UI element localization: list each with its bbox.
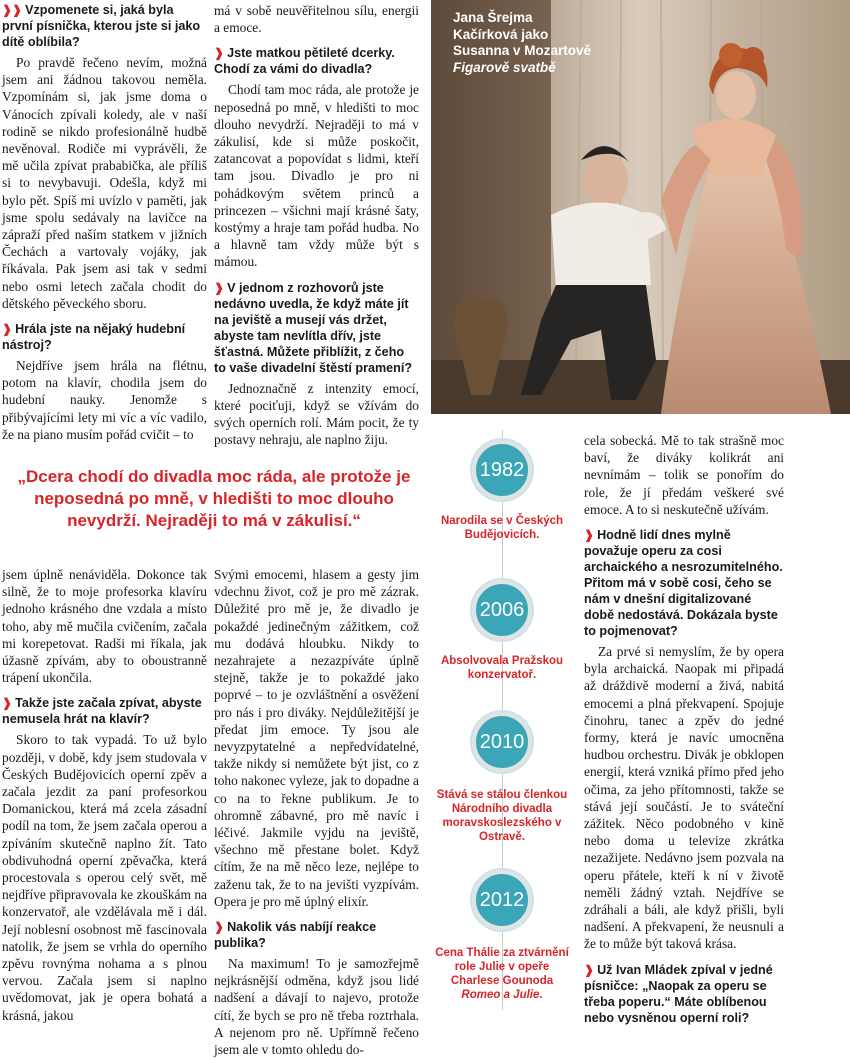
question-marker-icon: ❱: [2, 322, 13, 337]
interview-question: ❱ Už Ivan Mládek zpíval v jedné písničce: „Naopak za operu se třeba poperu.“ Máte oblíbenou nebo vysněnou operní roli?: [584, 962, 773, 1025]
question-marker-icon: ❱❱: [2, 3, 23, 17]
answer-paragraph: Jednoznačně z intenzity emocí, které pociťuji, když se vžívám do svých operních rolí. Mám pocit, že ty postavy nehraju, ale naplno žiju.: [214, 380, 419, 448]
interview-question: ❱ Hrála jste na nějaký hudební nástroj?: [2, 322, 186, 353]
question-marker-icon: ❱: [584, 962, 595, 977]
photo-caption: Jana Šrejma Kačírková jako Susanna v Mozartově Figarově svatbě: [453, 10, 592, 75]
answer-paragraph: cela sobecká. Mě to tak strašně moc baví, že diváky kolikrát ani nevnímám – tolik se ponořím do role, že jí předám veškeré své emoce. A to si neskutečně užívám.: [584, 433, 784, 517]
timeline-event: Stává se stálou členkou Národního divadla moravskoslezského v Ostravě.: [436, 789, 568, 843]
answer-paragraph: Nejdříve jsem hrála na flétnu, potom na klavír, chodila jsem do hudební nauky. Jenomže s přibývajícími lety mi víc a víc vadilo, že na piano musím pořád cvičit – to: [2, 358, 207, 442]
question-marker-icon: ❱: [2, 696, 13, 711]
answer-paragraph: má v sobě neuvěřitelnou sílu, energii a emoce.: [214, 3, 419, 36]
interview-question: ❱ Nakolik vás nabíjí reakce publika?: [214, 920, 377, 951]
question-marker-icon: ❱: [214, 920, 225, 935]
timeline-event: Absolvovala Pražskou konzervatoř.: [440, 655, 564, 681]
timeline-event: Cena Thálie za ztvárnění role Julie v opeře Charlese Gounoda Romeo a Julie.: [435, 947, 569, 1001]
answer-paragraph: Svými emocemi, hlasem a gesty jim vdechnu život, což je pro mě zázrak. Důležité pro mě je, že divadlo je pokaždé jedinečným zážitkem, což mu dodává hloubku. Nikdy to nezahrajete a nezazpíváte úplně stejně, takže je to pokaždé jako poprvé – to je ozvláštnění a osvěžení pro nás i pro diváky. Nejdůležitější je předat jim emoce. Ty jsou ale nevyzpytatelné a nepředvídatelné, takže nikdy si nemůžete být jist, co z toho nakonec vyleze, jak to dopadne a co na to řekne publikum. Je to ohromně zábavné, pro mě navíc i léčivé. Jakmile vyjdu na jeviště, všechno mě přestane bolet. Když cítím, že na mě něco leze, nejlépe to zaženu tak, že to na jevišti vyzpívám. Opera je pro mě úplný elixír.: [214, 567, 419, 909]
question-marker-icon: ❱: [214, 280, 225, 295]
timeline-year-badge: 1982: [472, 440, 532, 500]
timeline-event: Narodila se v Českých Budějovicích.: [440, 515, 564, 541]
pull-quote: „Dcera chodí do divadla moc ráda, ale protože je neposedná po mně, v hledišti to moc dlouho nevydrží. Nejraději to má v zákulisí.“: [17, 467, 411, 530]
answer-paragraph: Skoro to tak vypadá. To už bylo později, v době, kdy jsem studovala v Českých Budějovicích operní zpěv a začala jezdit za paní profesorkou Domanickou, která má zcela zásadní podíl na tom, že jsem začala operou a zpíváním skutečně naplno žít. Tato obdivuhodná operní zpěvačka, která procestovala s operou celý svět, mě nejdříve připravovala ke zkouškám na konzervatoř, ale vzdělávala mě i dál. Její noblesní osobnost mě fascinovala natolik, že jsem se vrhla do operního zpěvu rovnýma nohama a s plnou vervou. Začala jsem si naplno uvědomovat, jak je opera bohatá a krásná, jakou: [2, 732, 207, 1023]
interview-question: ❱ Takže jste začala zpívat, abyste nemusela hrát na klavír?: [2, 696, 202, 727]
timeline-year-badge: 2012: [472, 870, 532, 930]
answer-paragraph: Po pravdě řečeno nevím, možná jsem ani žádnou takovou neměla. Vzpomínám si, jak jsme doma o Vánocích zpívali koledy, ale v naší rodině se nikdo profesionálně hudbě nevěnoval. Rodiče mi vyprávěli, že mě učila zpívat prababička, ale příliš si to nevybavuji. Odešla, když mi bylo pět. Spíš mi uvízlo v paměti, jak jsme spolu sedávaly na lavičce na zápraží před naším statkem v jižních Čechách a vartovaly vojáky, jak říkávala. Pak jsem asi tak v sedmi nebo osmi letech začala chodit do dětského pěveckého sboru.: [2, 55, 207, 311]
interview-question: ❱ V jednom z rozhovorů jste nedávno uvedla, že když máte jít na jeviště a musejí vás držet, abyste tam nevlítla dřív, jste šťastná. Můžete přiblížit, z čeho to vaše divadelní štěstí pramení?: [214, 280, 413, 375]
article-column-1: [2, 2, 207, 443]
interview-question: ❱ Jste matkou pětileté dcerky. Chodí za vámi do divadla?: [214, 46, 395, 77]
answer-paragraph: Za prvé si nemyslím, že by opera byla archaická. Naopak mi připadá až dráždivě moderní a živá, nabitá emocemi a plná překvapení. Spojuje činohru, tanec a zpěv do jedné formy, která je navíc umocněna hudbou orchestru. Divák je obklopen energií, která vzniká přímo před jeho očima, za jeho přítomnosti, takže se stává její součástí. Je to sváteční zážitek. Něco podobného v kině nebo doma u televize zkrátka nezažijete. Nedávno jsem pozvala na operu přátele, kteří k ní v životě neměli žádný vztah. Nejdříve se zdráhali a báli, ale když přišli, byli nadšení. A překvapení, že neusnuli a že to může být taková krása.: [584, 644, 784, 952]
interview-question: ❱❱ Vzpomenete si, jaká byla první písnička, kterou jste si jako dítě oblíbila?: [2, 3, 201, 49]
article-column-2: [214, 2, 419, 448]
article-column-4: [214, 566, 419, 1058]
question-marker-icon: ❱: [214, 46, 225, 61]
interview-question: ❱ Hodně lidí dnes mylně považuje operu za cosi archaického a nesrozumitelného. Přitom má v sobě cosi, čeho se nám v dnešní digitalizované době nedostává. Dokázala byste to pojmenovat?: [584, 528, 783, 639]
answer-paragraph: Chodí tam moc ráda, ale protože je neposedná po mně, v hledišti to moc dlouho nevydrží. Nejraději to má v zákulisí, kde si může poskočit, zatancovat a popovídat s lidmi, kteří tam jsou. Divadlo je pro ni pohádkovým světem princů a princezen – všichni mají krásné šaty, kostýmy a hraje tam pořád hudba. No a hlavně tam vždy může být s mámou.: [214, 82, 419, 270]
answer-paragraph: Na maximum! To je samozřejmě nejkrásnější odměna, když jsou lidé nadšení a dávají to najevo, protože cítí, že bych se pro ně třeba roztrhala. A nejenom pro ně. Upřímně řečeno jsem ale v tomto ohledu do-: [214, 956, 419, 1058]
timeline-year-badge: 2006: [472, 580, 532, 640]
question-marker-icon: ❱: [584, 528, 595, 543]
answer-paragraph: jsem úplně nenáviděla. Dokonce tak silně, že to moje profesorka klavíru jednoho krásného dne vzdala a místo toho, aby mě mučila cvičením, začala mi korepetovat. Radši mi říkala, jak úžasně zpívám, aby to oboustranně trápení ukončila.: [2, 567, 207, 686]
timeline-year-badge: 2010: [472, 712, 532, 772]
article-column-3: [2, 566, 207, 1024]
article-column-5: [584, 432, 784, 1030]
